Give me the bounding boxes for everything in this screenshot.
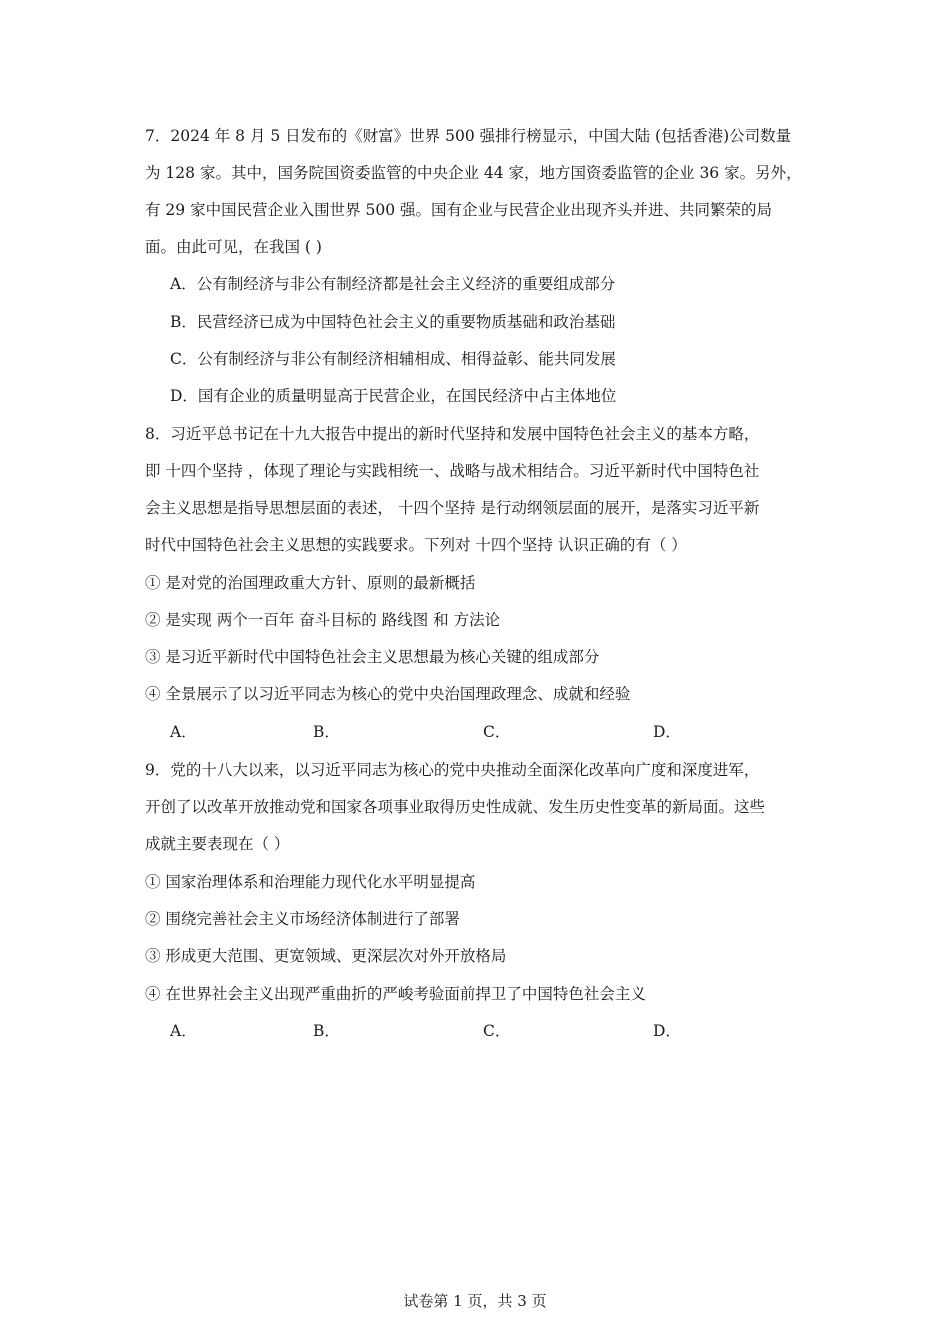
q9-stem-line-3: 成就主要表现在（ ） [145, 835, 290, 853]
q7-option-a: A．公有制经济与非公有制经济都是社会主义经济的重要组成部分 [170, 275, 616, 293]
q9-stem-line-1: 9．党的十八大以来，以习近平同志为核心的党中央推动全面深化改革向广度和深度进军， [145, 761, 760, 779]
q8-answer-d: D． [653, 723, 681, 741]
q9-answer-d: D． [653, 1022, 681, 1040]
q8-item-2: ② 是实现 两个一百年 奋斗目标的 路线图 和 方法论 [145, 611, 501, 629]
q8-stem-line-4: 时代中国特色社会主义思想的实践要求。下列对 十四个坚持 认识正确的有（ ） [145, 536, 687, 554]
q8-answer-row [170, 722, 690, 742]
q8-stem-line-1: 8．习近平总书记在十九大报告中提出的新时代坚持和发展中国特色社会主义的基本方略， [145, 425, 760, 443]
q7-option-c: C．公有制经济与非公有制经济相辅相成、相得益彰、能共同发展 [170, 350, 616, 368]
q8-stem-line-3: 会主义思想是指导思想层面的表述， 十四个坚持 是行动纲领层面的展开，是落实习近平新 [145, 499, 760, 517]
q8-item-1: ① 是对党的治国理政重大方针、原则的最新概括 [145, 574, 476, 592]
q9-answer-a: A． [170, 1022, 197, 1040]
q7-stem-line-4: 面。由此可见，在我国 ( ) [145, 238, 322, 256]
q7-stem-line-3: 有 29 家中国民营企业入围世界 500 强。国有企业与民营企业出现齐头并进、共同繁荣的局 [145, 201, 773, 219]
q9-item-1: ① 国家治理体系和治理能力现代化水平明显提高 [145, 873, 476, 891]
q9-item-4: ④ 在世界社会主义出现严重曲折的严峻考验面前捍卫了中国特色社会主义 [145, 985, 646, 1003]
q8-answer-b: B． [313, 723, 340, 741]
q9-answer-c: C． [483, 1022, 511, 1040]
q9-item-3: ③ 形成更大范围、更宽领域、更深层次对外开放格局 [145, 947, 507, 965]
q8-item-3: ③ 是习近平新时代中国特色社会主义思想最为核心关键的组成部分 [145, 648, 600, 666]
q8-answer-a: A． [170, 723, 197, 741]
q7-option-b: B．民营经济已成为中国特色社会主义的重要物质基础和政治基础 [170, 313, 616, 331]
q9-answer-b: B． [313, 1022, 340, 1040]
q9-stem-line-2: 开创了以改革开放推动党和国家各项事业取得历史性成就、发生历史性变革的新局面。这些 [145, 798, 766, 816]
q9-item-2: ② 围绕完善社会主义市场经济体制进行了部署 [145, 910, 460, 928]
q8-stem-line-2: 即 十四个坚持 ，体现了理论与实践相统一、战略与战术相结合。习近平新时代中国特色社 [145, 462, 760, 480]
q7-option-d: D．国有企业的质量明显高于民营企业，在国民经济中占主体地位 [170, 387, 617, 405]
q7-stem-line-1: 7．2024 年 8 月 5 日发布的《财富》世界 500 强排行榜显示，中国大陆 (包括香港)公司数量 [145, 127, 792, 145]
q8-item-4: ④ 全景展示了以习近平同志为核心的党中央治国理政理念、成就和经验 [145, 685, 631, 703]
q8-answer-c: C． [483, 723, 511, 741]
q9-answer-row [170, 1021, 690, 1041]
page-footer: 试卷第 1 页，共 3 页 [403, 1292, 547, 1310]
q7-stem-line-2: 为 128 家。其中，国务院国资委监管的中央企业 44 家，地方国资委监管的企业 36 家。另外， [145, 164, 802, 182]
